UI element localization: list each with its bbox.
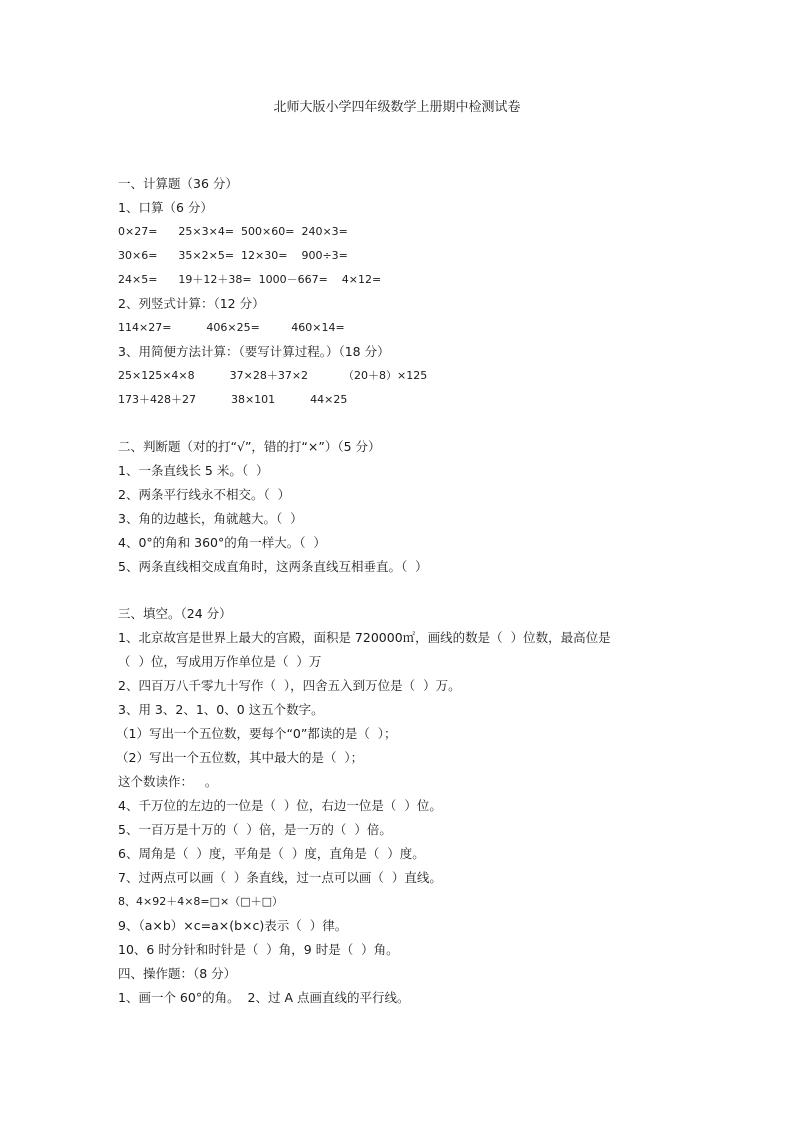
question-line: 6、周角是（ ）度，平角是（ ）度，直角是（ ）度。: [118, 846, 425, 861]
section-1-heading: 一、计算题（36 分）: [118, 176, 238, 191]
question-line: （2）写出一个五位数，其中最大的是（ ）；: [116, 750, 364, 765]
question-line: 3、角的边越长，角就越大。（ ）: [118, 511, 303, 526]
question-line: 1、画一个 60°的角。 2、过 A 点画直线的平行线。: [118, 990, 410, 1005]
question-line: 8、4×92＋4×8=□×（□＋□）: [118, 895, 284, 908]
question-line: 5、一百万是十万的（ ）倍，是一万的（ ）倍。: [118, 822, 392, 837]
question-line: 114×27= 406×25= 460×14=: [118, 321, 345, 334]
question-line: 4、千万位的左边的一位是（ ）位，右边一位是（ ）位。: [118, 798, 442, 813]
question-line: 25×125×4×8 37×28＋37×2 （20＋8）×125: [118, 369, 428, 382]
question-line: 5、两条直线相交成直角时，这两条直线互相垂直。（ ）: [118, 559, 428, 574]
question-line: 3、用简便方法计算：（要写计算过程。）（18 分）: [118, 344, 390, 359]
question-line: 10、6 时分针和时针是（ ）角，9 时是（ ）角。: [118, 942, 399, 957]
document-title: 北师大版小学四年级数学上册期中检测试卷: [273, 100, 521, 115]
question-line: 30×6= 35×2×5= 12×30= 900÷3=: [118, 249, 348, 262]
question-line: （ ）位，写成用万作单位是（ ）万: [118, 654, 322, 669]
question-line: 2、四百万八千零九十写作（ ），四舍五入到万位是（ ）万。: [118, 678, 461, 693]
section-3-heading: 三、填空。（24 分）: [118, 606, 232, 621]
question-line: 这个数读作： 。: [118, 774, 218, 789]
question-line: 2、两条平行线永不相交。（ ）: [118, 487, 291, 502]
question-line: 24×5= 19＋12＋38= 1000－667= 4×12=: [118, 273, 382, 286]
question-line: 173＋428＋27 38×101 44×25: [118, 393, 348, 406]
question-line: 1、口算（6 分）: [118, 200, 213, 215]
question-line: 4、0°的角和 360°的角一样大。（ ）: [118, 535, 326, 550]
section-2-heading: 二、判断题（对的打“√”，错的打“×”）（5 分）: [118, 439, 381, 454]
question-line: 9、（a×b）×c=a×(b×c)表示（ ）律。: [118, 918, 348, 933]
question-line: 7、过两点可以画（ ）条直线，过一点可以画（ ）直线。: [118, 870, 442, 885]
question-line: 2、列竖式计算：（12 分）: [118, 296, 265, 311]
section-4-heading: 四、操作题：（8 分）: [118, 966, 237, 981]
question-line: （1）写出一个五位数，要每个“0”都读的是（ ）；: [116, 726, 397, 741]
question-line: 1、一条直线长 5 米。（ ）: [118, 463, 269, 478]
question-line: 3、用 3、2、1、0、0 这五个数字。: [118, 702, 324, 717]
question-line: 0×27= 25×3×4= 500×60= 240×3=: [118, 225, 348, 238]
question-line: 1、北京故宫是世界上最大的宫殿，面积是 720000㎡，画线的数是（ ）位数，最高位是: [118, 630, 611, 645]
